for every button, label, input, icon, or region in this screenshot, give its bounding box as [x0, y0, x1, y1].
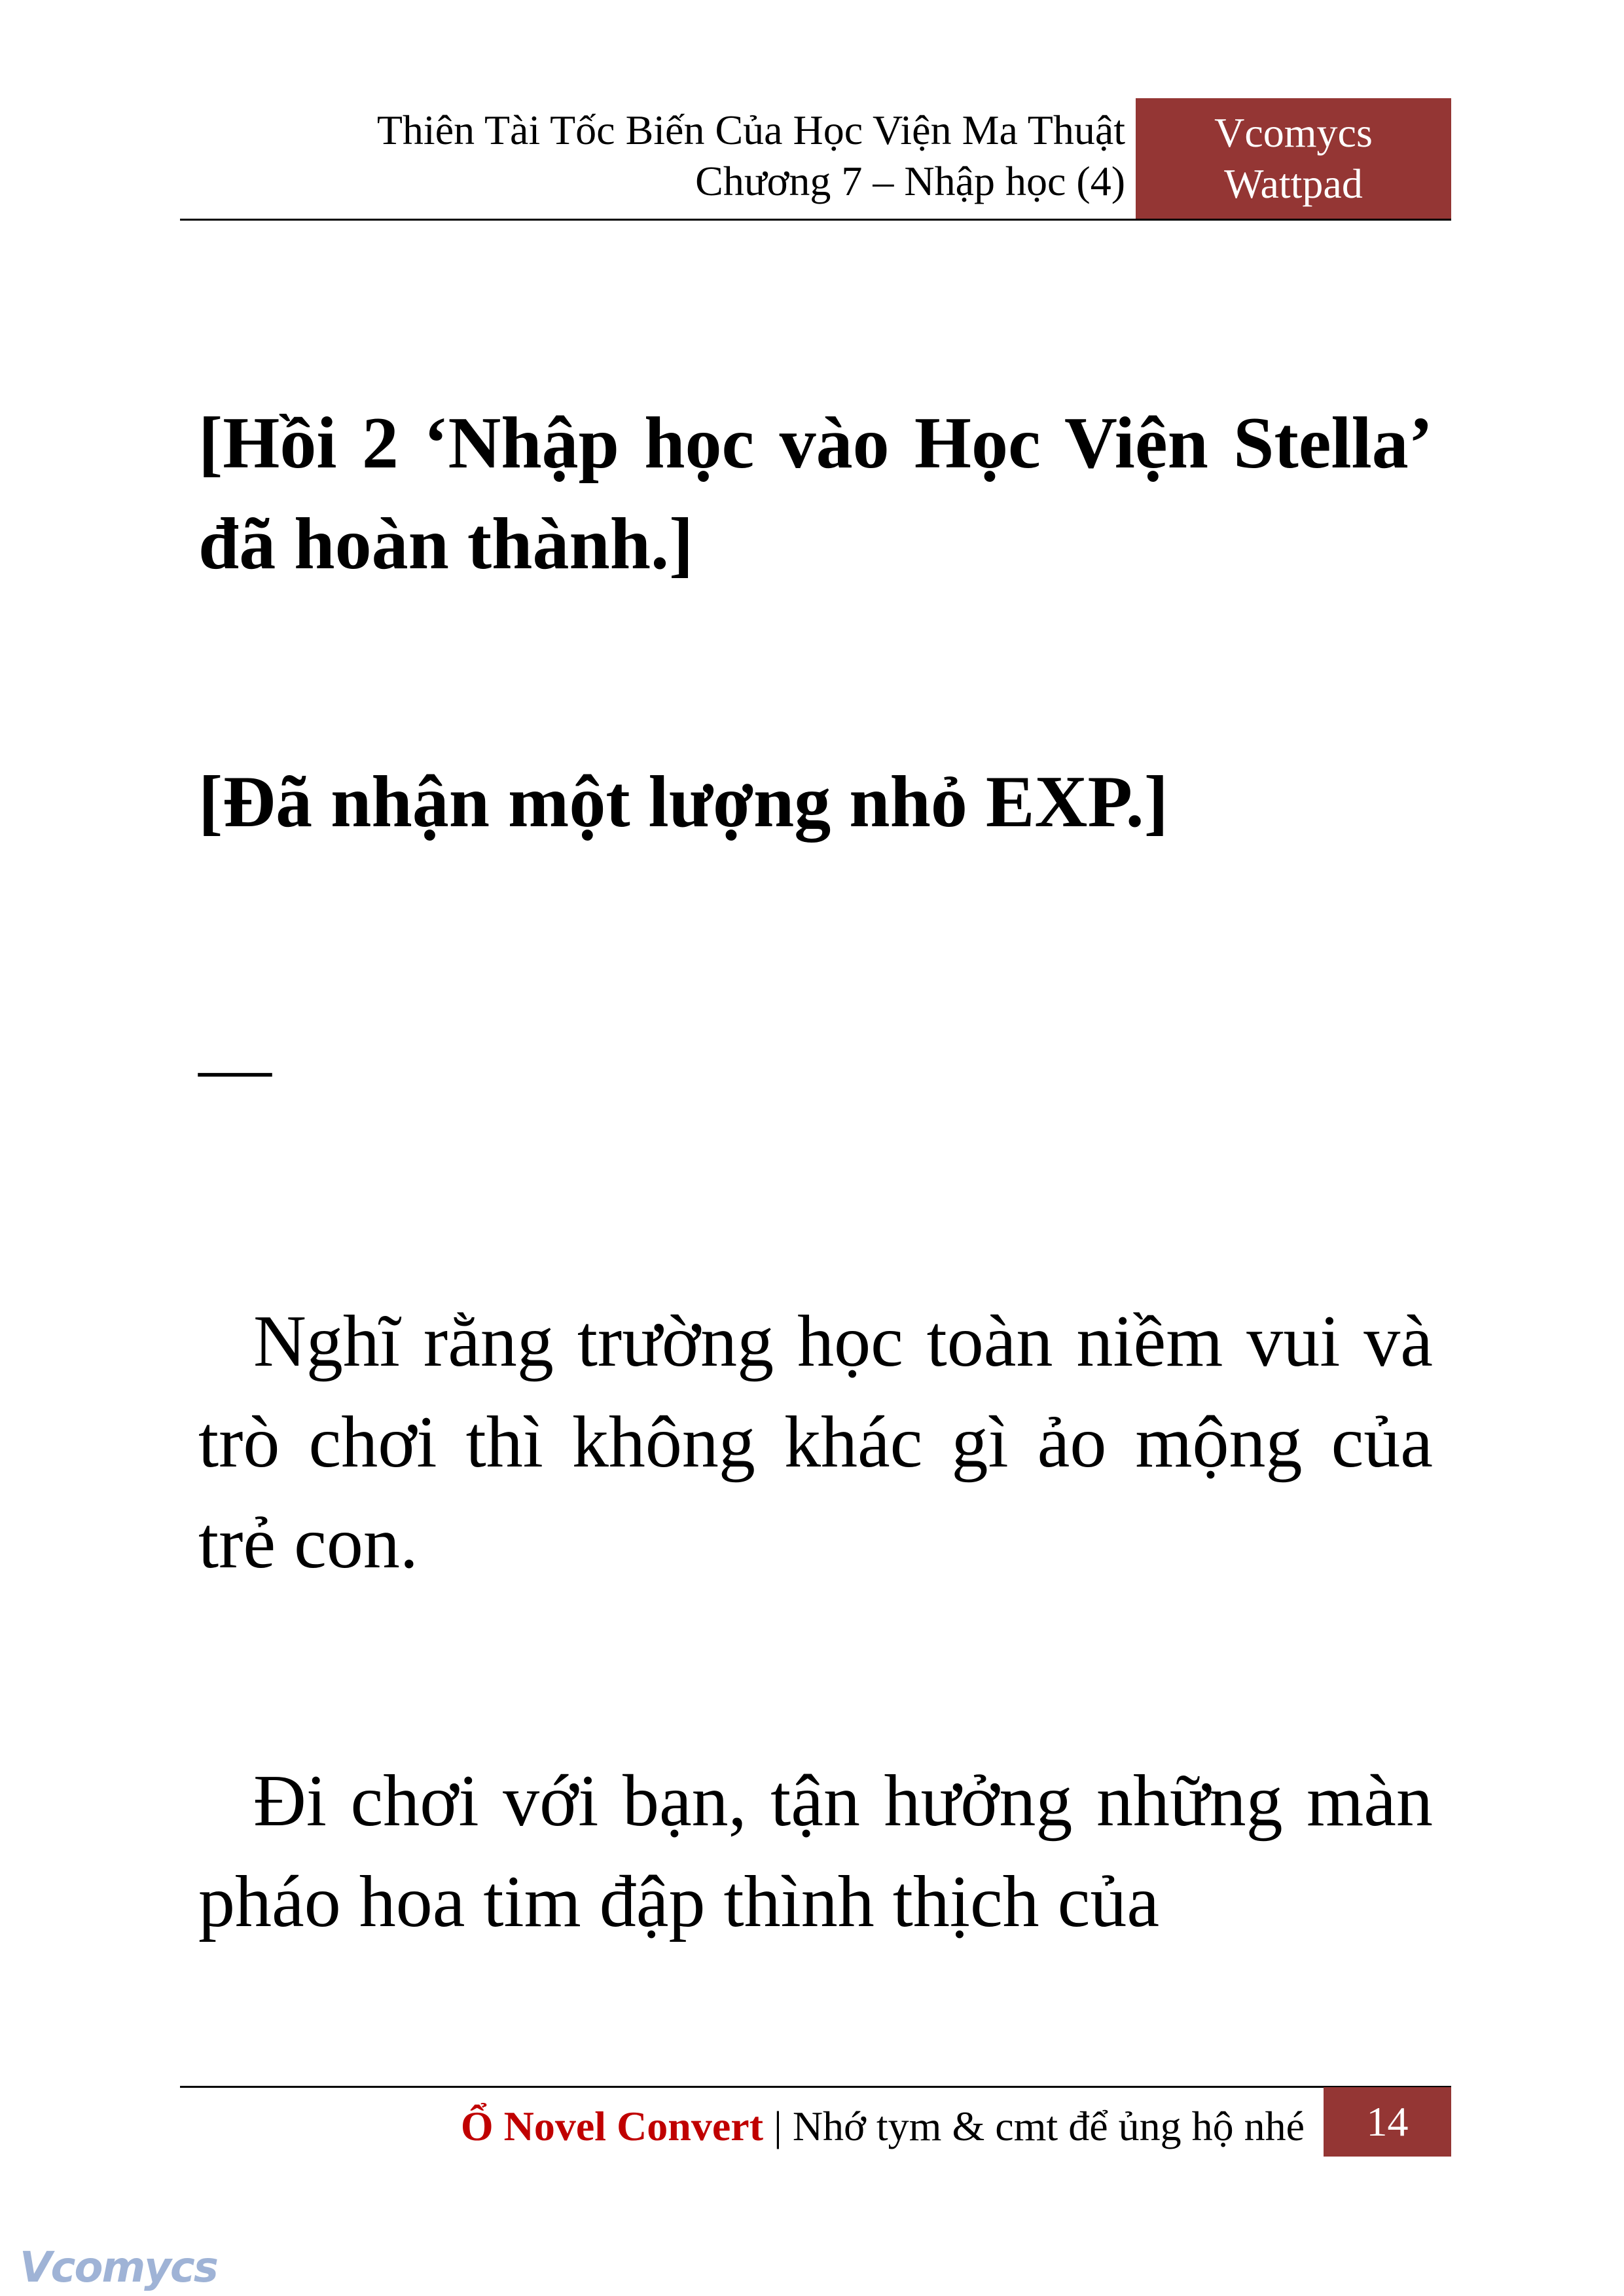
- system-notice-1: [Hồi 2 ‘Nhập học vào Học Viện Stella’ đã hoàn thành.]: [198, 403, 1433, 585]
- badge-line-1: Vcomycs: [1214, 109, 1373, 156]
- page-number: 14: [1324, 2087, 1451, 2157]
- watermark-logo: Vcomycs: [20, 2244, 217, 2292]
- chapter-title: Chương 7 – Nhập học (4): [695, 158, 1125, 204]
- paragraph-1: Nghĩ rằng trường học toàn niềm vui và trò chơi thì không khác gì ảo mộng của trẻ con.: [198, 1301, 1433, 1584]
- footer-divider: [180, 2086, 1451, 2088]
- badge-line-2: Wattpad: [1224, 160, 1363, 207]
- section-separator: —: [198, 1027, 272, 1108]
- paragraph-2: Đi chơi với bạn, tận hưởng những màn pháo hoa tim đập thình thịch của: [198, 1760, 1433, 1942]
- book-title: Thiên Tài Tốc Biến Của Học Viện Ma Thuật: [376, 107, 1125, 153]
- running-header: [377, 105, 1125, 207]
- footer-brand: Ổ Novel Convert: [460, 2103, 763, 2149]
- footer-line: [461, 2100, 1305, 2153]
- footer-separator: |: [763, 2103, 793, 2149]
- system-notice-2: [Đã nhận một lượng nhỏ EXP.]: [198, 761, 1168, 843]
- footer-message: Nhớ tym & cmt để ủng hộ nhé: [792, 2103, 1305, 2149]
- header-divider: [180, 219, 1451, 221]
- page-body: [198, 393, 1433, 1952]
- source-badge: [1136, 98, 1451, 220]
